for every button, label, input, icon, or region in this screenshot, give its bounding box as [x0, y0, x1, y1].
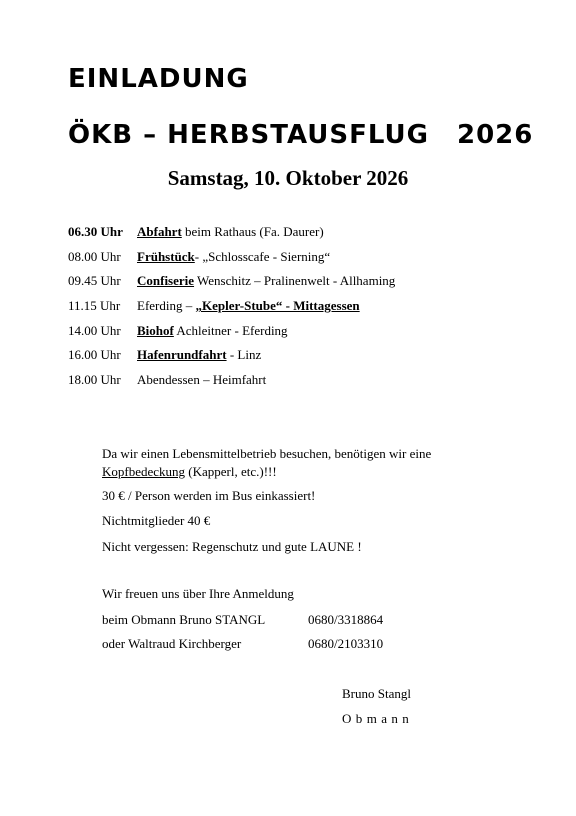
schedule-time: 06.30 Uhr — [68, 224, 123, 239]
info-line: 30 € / Person werden im Bus einkassiert! — [102, 488, 316, 503]
title-year: 2026 — [457, 120, 534, 150]
info-line: Da wir einen Lebensmittelbetrieb besuchen, benötigen wir eine — [102, 446, 432, 461]
schedule-desc: Frühstück- „Schlosscafe - Sierning“ — [137, 248, 331, 264]
info-line: Nichtmitglieder 40 € — [102, 513, 211, 528]
info-line: Wir freuen uns über Ihre Anmeldung — [102, 586, 294, 601]
schedule-list — [68, 224, 548, 397]
info-line: Kopfbedeckung (Kapperl, etc.)!!! — [102, 464, 277, 479]
date-subtitle: Samstag, 10. Oktober 2026 — [167, 166, 409, 190]
signature-name: Bruno Stangl — [342, 686, 411, 701]
schedule-row — [68, 323, 548, 348]
schedule-desc: Abendessen – Heimfahrt — [137, 372, 267, 388]
contact-name: oder Waltraud Kirchberger — [102, 636, 242, 651]
schedule-desc: Biohof Achleitner - Eferding — [137, 322, 288, 338]
schedule-time: 14.00 Uhr — [68, 322, 121, 338]
schedule-row — [68, 273, 548, 298]
schedule-time: 08.00 Uhr — [68, 248, 121, 264]
title-herbstausflug — [68, 120, 533, 150]
schedule-row — [68, 372, 548, 397]
schedule-time: 18.00 Uhr — [68, 372, 121, 388]
contact-row — [102, 636, 384, 652]
schedule-time: 16.00 Uhr — [68, 347, 121, 363]
title-herbstausflug-text: ÖKB – HERBSTAUSFLUG — [68, 120, 429, 150]
signature-role: Obmann — [342, 711, 414, 726]
schedule-time: 09.45 Uhr — [68, 273, 121, 289]
schedule-desc: Hafenrundfahrt - Linz — [137, 347, 262, 363]
info-kopfbedeckung: Kopfbedeckung — [102, 464, 186, 479]
contact-phone: 0680/3318864 — [308, 612, 384, 627]
schedule-row — [68, 224, 548, 249]
contact-name: beim Obmann Bruno STANGL — [102, 612, 266, 627]
title-einladung: EINLADUNG — [68, 64, 249, 94]
info-line: Nicht vergessen: Regenschutz und gute LAUNE ! — [102, 539, 362, 554]
contact-phone: 0680/2103310 — [308, 636, 384, 651]
schedule-desc: Eferding – „Kepler-Stube“ - Mittagessen — [137, 298, 360, 314]
schedule-desc: Confiserie Wenschitz – Pralinenwelt - Allhaming — [137, 273, 396, 289]
schedule-desc: Abfahrt beim Rathaus (Fa. Daurer) — [137, 224, 324, 239]
contact-row — [102, 612, 384, 628]
schedule-row — [68, 347, 548, 372]
schedule-row — [68, 298, 548, 323]
schedule-row — [68, 249, 548, 274]
schedule-time: 11.15 Uhr — [68, 298, 121, 314]
